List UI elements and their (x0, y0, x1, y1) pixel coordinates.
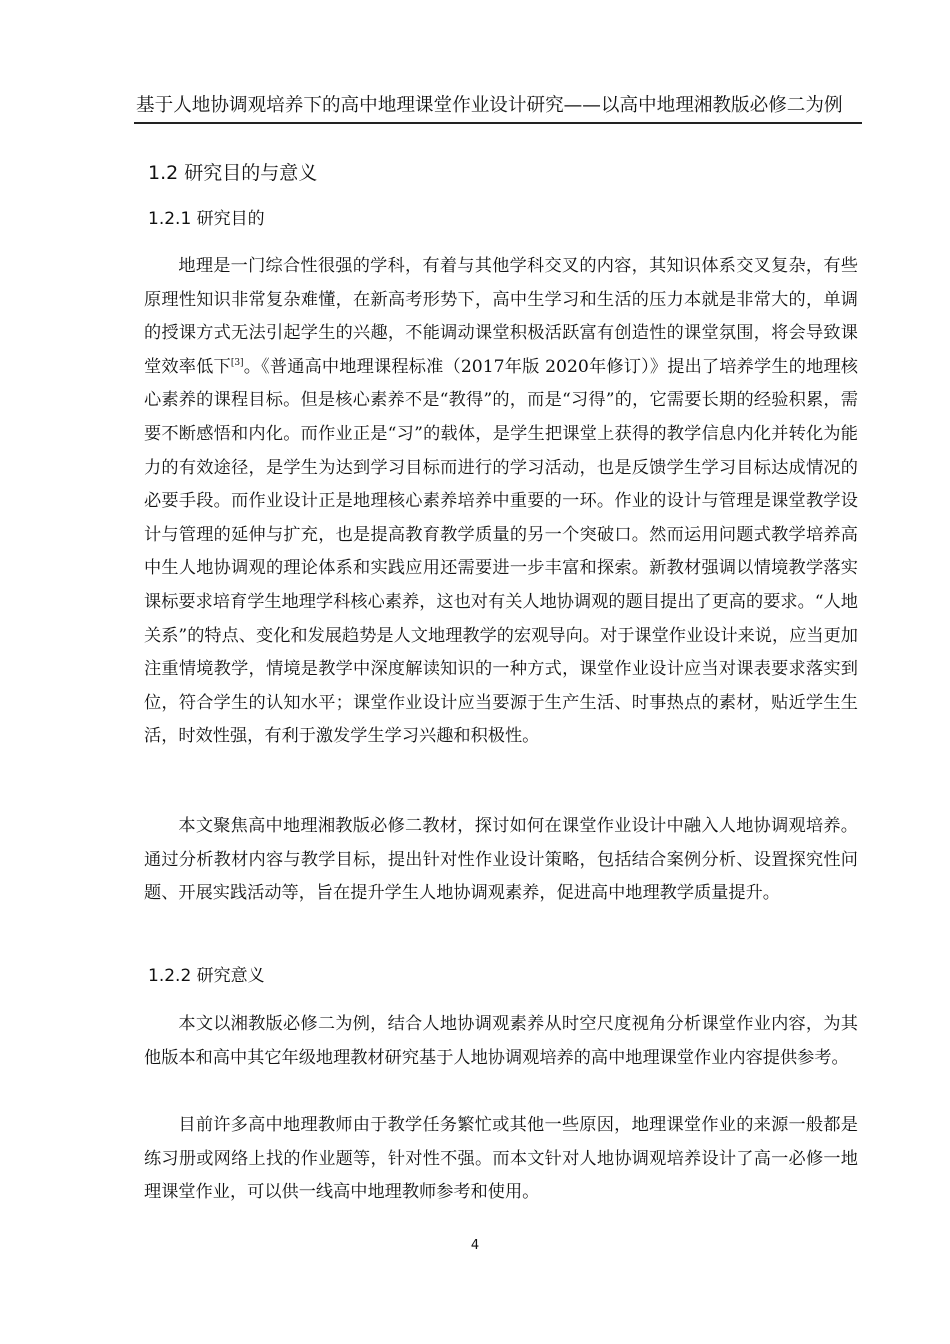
running-header: 基于人地协调观培养下的高中地理课堂作业设计研究——以高中地理湘教版必修二为例 (136, 95, 843, 116)
section-heading-1-2-2: 1.2.2 研究意义 (148, 966, 265, 986)
paragraph-text: 地理是一门综合性很强的学科，有着与其他学科交叉的内容，其知识体系交叉复杂，有些原理性知识非常复杂难懂，在新高考形势下，高中生学习和生活的压力本就是非常大的，单调的授课方式无法引起学生的兴趣，不能调动课堂积极活跃富有创造性的课堂氛围，将会导致课堂效率低下 (144, 256, 858, 377)
header-rule (134, 122, 862, 124)
page-number: 4 (470, 1238, 480, 1253)
paragraph-research-purpose-2: 本文聚焦高中地理湘教版必修二教材，探讨如何在课堂作业设计中融入人地协调观培养。通过分析教材内容与教学目标，提出针对性作业设计策略，包括结合案例分析、设置探究性问题、开展实践活动等，旨在提升学生人地协调观素养，促进高中地理教学质量提升。 (144, 816, 858, 904)
section-heading-1-2-1: 1.2.1 研究目的 (148, 209, 265, 229)
paragraph-research-significance-1: 本文以湘教版必修二为例，结合人地协调观素养从时空尺度视角分析课堂作业内容，为其他版本和高中其它年级地理教材研究基于人地协调观培养的高中地理课堂作业内容提供参考。 (144, 1014, 858, 1068)
paragraph-text: 。《普通高中地理课程标准（2017年版 2020年修订）》提出了培养学生的地理核心素养的课程目标。但是核心素养不是“教得”的，而是“习得”的，它需要长期的经验积累，需要不断感悟和内化。而作业正是“习”的载体，是学生把课堂上获得的教学信息内化并转化为能力的有效途径，是学生为达到学习目标而进行的学习活动，也是反馈学生学习目标达成情况的必要手段。而作业设计正是地理核心素养培养中重要的一环。作业的设计与管理是课堂教学设计与管理的延伸与扩充，也是提高教育教学质量的另一个突破口。然而运用问题式教学培养高中生人地协调观的理论体系和实践应用还需要进一步丰富和探索。新教材强调以情境教学落实课标要求培育学生地理学科核心素养，这也对有关人地协调观的题目提出了更高的要求。“人地关系”的特点、变化和发展趋势是人文地理教学的宏观导向。对于课堂作业设计来说，应当更加注重情境教学，情境是教学中深度解读知识的一种方式，课堂作业设计应当对课表要求落实到位，符合学生的认知水平；课堂作业设计应当要源于生产生活、时事热点的素材，贴近学生生活，时效性强，有利于激发学生学习兴趣和积极性。 (144, 356, 858, 747)
paragraph-research-purpose-1 (144, 250, 858, 754)
paragraph-research-significance-2: 目前许多高中地理教师由于教学任务繁忙或其他一些原因，地理课堂作业的来源一般都是练习册或网络上找的作业题等，针对性不强。而本文针对人地协调观培养设计了高一必修一地理课堂作业，可以供一线高中地理教师参考和使用。 (144, 1115, 858, 1203)
citation-ref: [3] (230, 357, 244, 368)
section-heading-1-2: 1.2 研究目的与意义 (148, 162, 318, 184)
